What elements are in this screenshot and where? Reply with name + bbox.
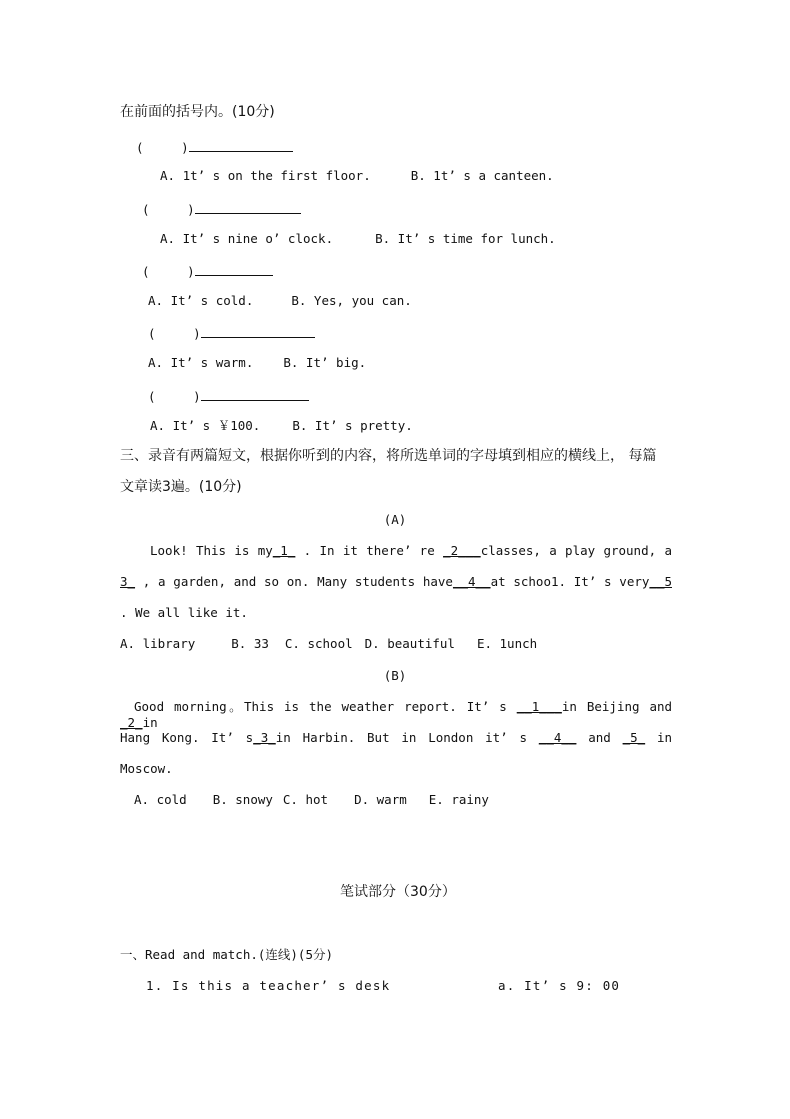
written-section-title: 笔试部分（30分） (340, 884, 456, 900)
answer-blank-5[interactable] (201, 387, 309, 401)
option-row-4 (148, 355, 366, 371)
answer-paren-2: ( ) (142, 200, 301, 218)
passage-b-label: (B) (383, 668, 407, 683)
answer-paren-1: ( ) (136, 138, 293, 156)
passage-a-label: (A) (383, 512, 407, 527)
intro-text: 在前面的括号内。(10分) (120, 104, 275, 120)
option-b: B. It’ big. (283, 355, 367, 370)
option-b: B. It’ s pretty. (292, 418, 413, 433)
answer-blank-3[interactable] (195, 262, 273, 276)
section3-title-cont: 文章读3遍。(10分) (120, 479, 242, 495)
option-b: B. 1t’ s a canteen. (410, 168, 554, 183)
option-b: B. It’ s time for lunch. (375, 231, 556, 246)
blank-b2[interactable]: _2_ (120, 715, 143, 730)
option-a: A. It’ s warm. (148, 355, 254, 370)
passage-a-line2: 3_ , a garden, and so on. Many students have__4__at schoo1. It’ s very__5 (120, 574, 672, 589)
option-a: A. It’ s cold. (148, 293, 254, 308)
option-row-3 (148, 293, 412, 309)
blank-a4[interactable]: __4__ (452, 574, 491, 589)
blank-b3[interactable]: _3_ (253, 730, 276, 745)
blank-b4[interactable]: __4__ (538, 730, 577, 745)
passage-a-line3: . We all like it. (120, 605, 248, 620)
blank-a3[interactable]: 3_ (120, 574, 136, 589)
blank-b5[interactable]: _5_ (622, 730, 646, 745)
blank-a5[interactable]: __5 (649, 574, 672, 589)
option-row-1 (160, 168, 554, 184)
passage-b-line3: Moscow. (120, 761, 173, 776)
option-row-5 (150, 418, 413, 434)
answer-blank-2[interactable] (195, 200, 301, 214)
option-a: A. It’ s nine o’ clock. (160, 231, 334, 246)
blank-b1[interactable]: __1___ (516, 699, 562, 714)
option-a: A. 1t’ s on the first floor. (160, 168, 371, 183)
answer-blank-1[interactable] (189, 138, 293, 152)
option-a: A. It’ s ￥100. (150, 418, 261, 433)
match-a1: a. It’ s 9: 00 (498, 978, 621, 993)
passage-a-line1: Look! This is my_1_ . In it there’ re _2___classes, a play ground, a (150, 543, 672, 558)
answer-paren-5: ( ) (148, 387, 309, 405)
section3-title: 三、录音有两篇短文，根据你听到的内容，将所选单词的字母填到相应的横线上， 每篇 (120, 448, 657, 464)
passage-b-line1: Good morning。This is the weather report. It’ s __1___in Beijing and _2_in (120, 699, 673, 730)
option-b: B. Yes, you can. (291, 293, 412, 308)
read-match-title: 一、Read and match.(连线)(5分) (120, 947, 334, 962)
blank-a2[interactable]: _2___ (443, 543, 481, 558)
passage-b-options: A. cold B. snowy C. hot D. warm E. rainy (134, 792, 489, 807)
passage-a-options: A. library B. 33 C. school D. beautiful E. 1unch (120, 636, 538, 651)
answer-paren-3: ( ) (142, 262, 273, 280)
passage-b-line2: Hang Kong. It’ s_3_in Harbin. But in London it’ s __4__ and _5_ in (120, 730, 672, 745)
option-row-2 (160, 231, 556, 247)
answer-paren-4: ( ) (148, 324, 315, 342)
answer-blank-4[interactable] (201, 324, 315, 338)
match-q1: 1. Is this a teacher’ s desk (146, 978, 391, 993)
blank-a1[interactable]: _1_ (272, 543, 296, 558)
